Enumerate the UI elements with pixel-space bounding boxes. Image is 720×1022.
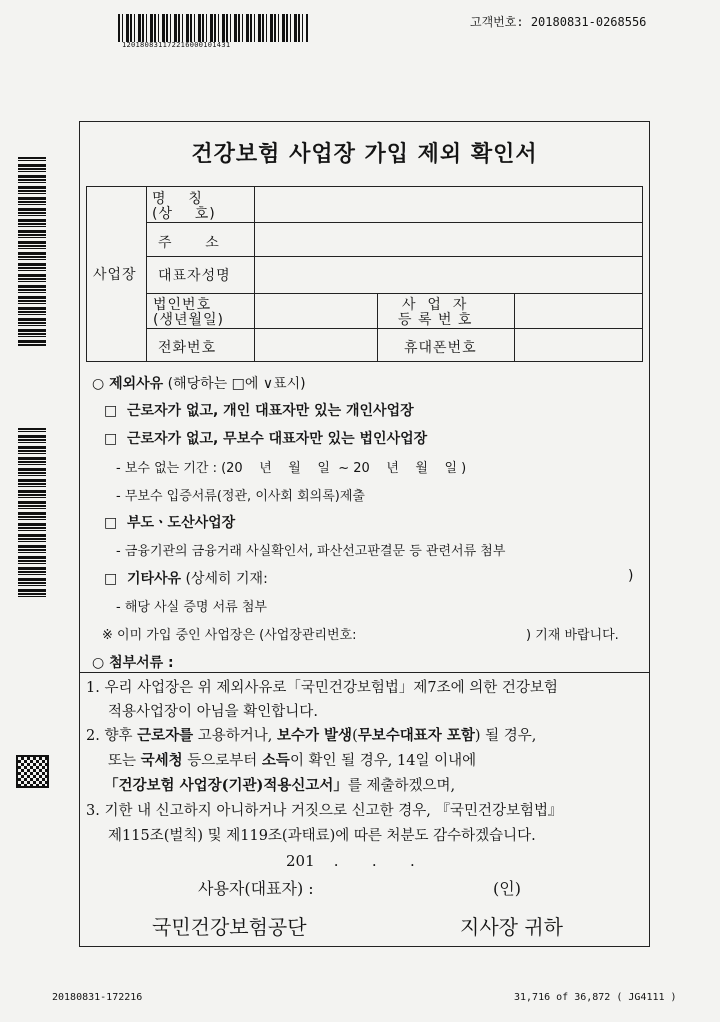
- p2-text: 를 제출하겠으며,: [347, 778, 456, 794]
- footer-timestamp: 20180831-172216: [52, 992, 143, 1003]
- para3-line1: 3. 기한 내 신고하지 아니하거나 거짓으로 신고한 경우, 『국민건강보험법』: [86, 803, 563, 819]
- birthdate-label: (생년월일): [153, 312, 225, 328]
- p2-bold-pay: 보수가 발생: [276, 727, 353, 744]
- table-divider: [146, 186, 147, 362]
- table-divider: [514, 293, 515, 362]
- table-divider: [146, 256, 643, 257]
- para2-line2: [108, 749, 476, 770]
- side-barcode-lower: [18, 428, 46, 600]
- notice-end: ) 기재 바랍니다.: [526, 628, 619, 643]
- org-name: 국민건강보험공단: [152, 915, 307, 939]
- seal-mark: (인): [493, 879, 521, 898]
- date-line: 201 . . .: [286, 852, 415, 870]
- p2-bold-workers: 근로자를: [137, 727, 194, 744]
- attachments-divider: [79, 672, 650, 673]
- checkbox-bankrupt[interactable]: □ 부도ㆍ도산사업장: [104, 515, 236, 531]
- mobile-label: 휴대폰번호: [404, 340, 477, 356]
- p2-text: 등으로부터: [182, 753, 262, 769]
- p2-bold-unpaid-rep: 무보수대표자 포함: [357, 727, 475, 744]
- para2-line1: [86, 724, 536, 745]
- phone-label: 전화번호: [158, 340, 217, 356]
- checkbox-other[interactable]: □ 기타사유: [104, 571, 182, 587]
- p2-text: 고용하거나,: [193, 728, 277, 744]
- footer-page-count: 31,716 of 36,872 ( JG4111 ): [514, 992, 677, 1003]
- notice-line: ※ 이미 가입 중인 사업장은 (사업장관리번호:: [102, 628, 357, 643]
- table-divider: [146, 293, 643, 294]
- table-divider: [254, 186, 255, 362]
- form-title: 건강보험 사업장 가입 제외 확인서: [191, 142, 538, 167]
- para1-line2: 적용사업장이 아님을 확인합니다.: [108, 704, 318, 720]
- qr-code: [18, 757, 47, 786]
- trade-name-label: (상 호): [152, 206, 216, 222]
- other-note: (상세히 기재:: [185, 571, 268, 587]
- p2-bold-income: 소득: [261, 752, 290, 769]
- exclusion-heading-note: (해당하는 □에 ∨표시): [167, 376, 306, 392]
- other-proof: - 해당 사실 증명 서류 첨부: [116, 600, 267, 615]
- p2-bold-form-name: 「건강보험 사업장(기관)적용신고서」: [104, 777, 348, 794]
- signer-label: 사용자(대표자) :: [198, 879, 314, 898]
- other-close: ): [628, 568, 634, 584]
- checkbox-personal-business[interactable]: □ 근로자가 없고, 개인 대표자만 있는 개인사업장: [104, 403, 414, 419]
- side-barcode-upper: [18, 157, 46, 347]
- bankrupt-note: - 금융기관의 금융거래 사실확인서, 파산선고판결문 등 관련서류 첨부: [116, 544, 506, 559]
- para2-line3: [104, 774, 455, 795]
- p2-text: 또는: [108, 753, 141, 769]
- other-reason-row: [104, 568, 268, 588]
- representative-label: 대표자성명: [158, 268, 231, 284]
- top-barcode: [118, 14, 308, 42]
- table-divider: [377, 293, 378, 362]
- p2-text: 이 확인 될 경우, 14일 이내에: [289, 753, 477, 769]
- p2-text: ) 될 경우,: [474, 728, 537, 744]
- customer-number: 고객번호: 20180831-0268556: [470, 15, 647, 29]
- p2-bold-nts: 국세청: [140, 752, 183, 769]
- para3-line2: 제115조(벌칙) 및 제119조(과태료)에 따른 처분도 감수하겠습니다.: [108, 828, 536, 844]
- section-label: 사업장: [93, 267, 137, 283]
- attachments-heading: ○ 첨부서류 :: [92, 655, 174, 671]
- unpaid-period-line: - 보수 없는 기간 : (20 년 월 일 ~ 20 년 월 일 ): [116, 461, 467, 476]
- p2-text: (: [352, 728, 358, 744]
- table-divider: [146, 222, 643, 223]
- address-label: 주 소: [158, 235, 220, 251]
- p2-text: 2. 향후: [86, 728, 138, 744]
- corp-number-label: 법인번호: [153, 297, 212, 313]
- exclusion-heading-text: ○ 제외사유: [92, 376, 164, 392]
- recipient: 지사장 귀하: [460, 915, 563, 939]
- unpaid-proof-line: - 무보수 입증서류(정관, 이사회 회의록)제출: [116, 489, 365, 504]
- checkbox-corporate-business[interactable]: □ 근로자가 없고, 무보수 대표자만 있는 법인사업장: [104, 431, 428, 447]
- barcode-number: 120180831172216000101431: [122, 41, 231, 49]
- exclusion-heading: [92, 373, 306, 393]
- name-label: 명 칭: [152, 191, 203, 207]
- para1-line1: 1. 우리 사업장은 위 제외사유로「국민건강보험법」제7조에 의한 건강보험: [86, 680, 558, 696]
- biz-reg-label-top: 사 업 자: [402, 297, 468, 313]
- biz-reg-label-bottom: 등 록 번 호: [398, 312, 473, 328]
